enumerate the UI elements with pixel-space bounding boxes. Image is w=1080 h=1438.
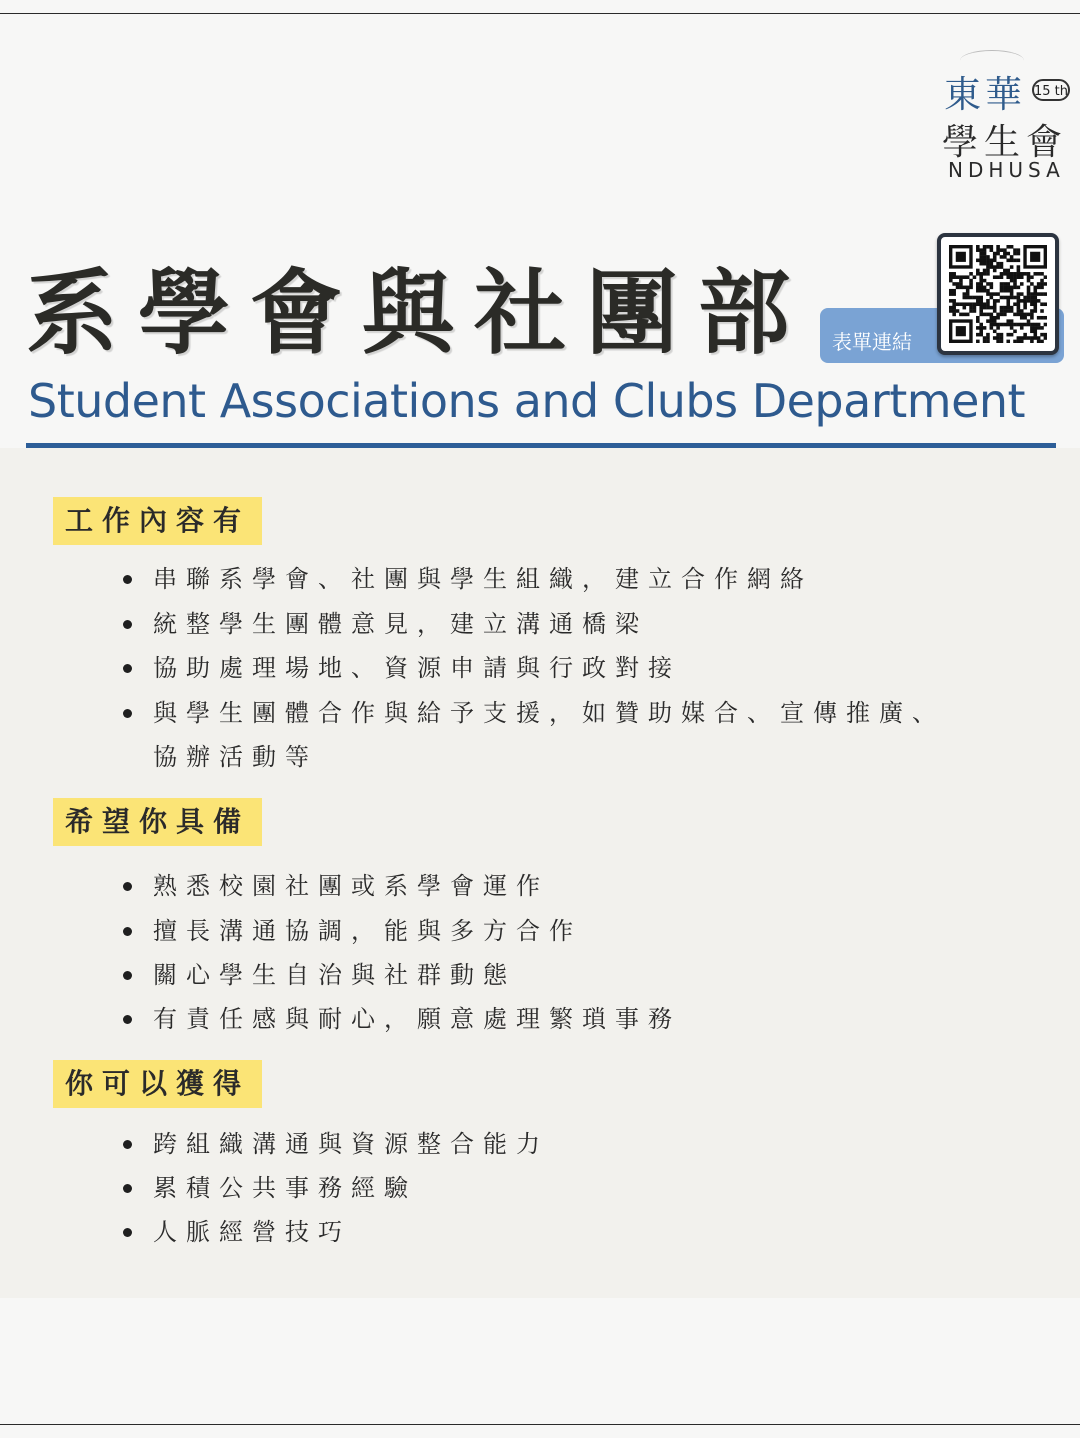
list-item-text: 串聯系學會、社團與學生組織，建立合作網絡 [153,565,813,593]
list-item [123,563,813,595]
list-item-text: 擅長溝通協調，能與多方合作 [153,917,582,945]
section-heading-requirements-label: 希望你具備 [65,805,251,838]
list-item-text: 人脈經營技巧 [153,1218,351,1246]
logo-badge: 15 th [1032,79,1070,101]
qr-code[interactable] [937,233,1059,355]
form-link-label: 表單連結 [832,330,912,354]
list-item [123,915,582,947]
section-heading-duties [53,497,262,545]
list-item-continuation: 協辦活動等 [153,743,318,771]
top-border-line [0,13,1080,14]
list-item-text: 與學生團體合作與給予支援，如贊助媒合、宣傳推廣、 [153,699,945,727]
list-item-text: 協助處理場地、資源申請與行政對接 [153,654,681,682]
logo-line2: 學生會 [942,122,1069,163]
list-item [123,608,648,640]
list-item-text: 關心學生自治與社群動態 [153,961,516,989]
logo-line3: NDHUSA [948,158,1065,182]
list-item [123,1128,549,1160]
logo-line1: 東華 [944,73,1026,116]
list-item-text: 有責任感與耐心，願意處理繁瑣事務 [153,1005,681,1033]
list-item [123,1003,681,1035]
page-title-chinese: 系學會與社團部 [26,259,811,367]
list-item-text: 熟悉校園社團或系學會運作 [153,872,549,900]
section-heading-duties-label: 工作內容有 [65,504,251,537]
page-title-english: Student Associations and Clubs Department [28,374,1026,428]
bottom-border-line [0,1424,1080,1425]
qr-code-icon [949,245,1047,343]
list-item [123,959,516,991]
section-heading-requirements [53,798,262,846]
list-item [123,1172,417,1204]
list-item-text: 累積公共事務經驗 [153,1174,417,1202]
list-item [123,697,945,729]
list-item-text: 統整學生團體意見，建立溝通橋梁 [153,610,648,638]
list-item [123,1216,351,1248]
section-heading-benefits [53,1060,262,1108]
list-item-text: 跨組織溝通與資源整合能力 [153,1130,549,1158]
list-item [123,652,681,684]
section-heading-benefits-label: 你可以獲得 [65,1067,251,1100]
list-item [123,870,549,902]
